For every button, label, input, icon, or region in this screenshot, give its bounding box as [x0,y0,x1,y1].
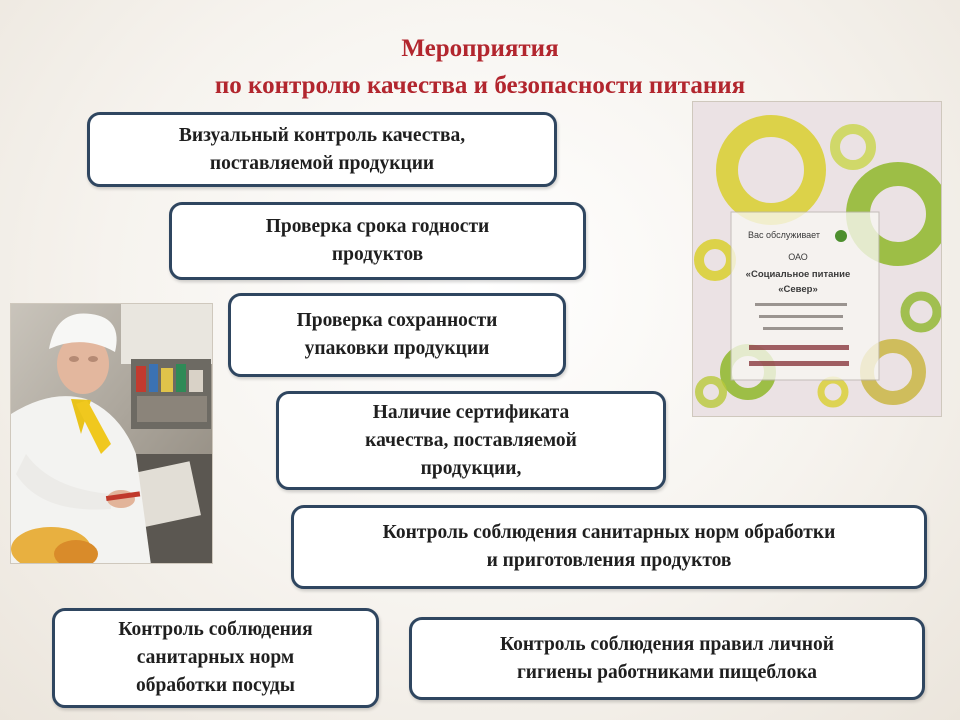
box-text-line: Проверка срока годности [265,216,490,237]
box-text-line: обработки посуды [136,675,295,696]
box-text-line: качества, поставляемой [365,429,577,451]
measure-box-expiry-check [169,202,586,280]
sign-line-3: «Социальное питание [745,269,851,280]
sign-line-4: «Север» [778,284,818,295]
box-text-line: и приготовления продуктов [486,550,732,571]
measure-box-personal-hygiene [409,617,925,700]
measure-box-dishware-sanitation [52,608,379,708]
box-text-line: Контроль соблюдения санитарных норм обработки [382,522,836,543]
sign-line-1: Вас обслуживает [748,230,820,240]
box-text-line: санитарных норм [136,647,295,668]
box-text-line: поставляемой продукции [209,152,435,174]
measure-box-certificate [276,391,666,490]
box-text-line: Наличие сертификата [372,401,570,423]
measure-box-visual-control [87,112,557,187]
box-text-line: упаковки продукции [304,338,490,359]
canteen-worker-photo [10,303,213,564]
box-text-line: Контроль соблюдения [118,619,313,640]
title-line-1: Мероприятия [401,35,559,62]
box-text-line: Проверка сохранности [296,310,498,331]
box-text-line: Контроль соблюдения правил личной [499,633,835,655]
box-text-line: Визуальный контроль качества, [178,124,466,146]
catering-sign-photo [692,101,942,417]
sign-line-2: ОАО [788,252,808,262]
slide-title [0,30,960,104]
box-text-line: продукции, [420,457,522,479]
box-text-line: продуктов [331,244,424,265]
measure-box-packaging-check [228,293,566,377]
box-text-line: гигиены работниками пищеблока [516,661,818,683]
title-line-2: по контролю качества и безопасности питания [214,72,746,99]
measure-box-sanitary-processing [291,505,927,589]
